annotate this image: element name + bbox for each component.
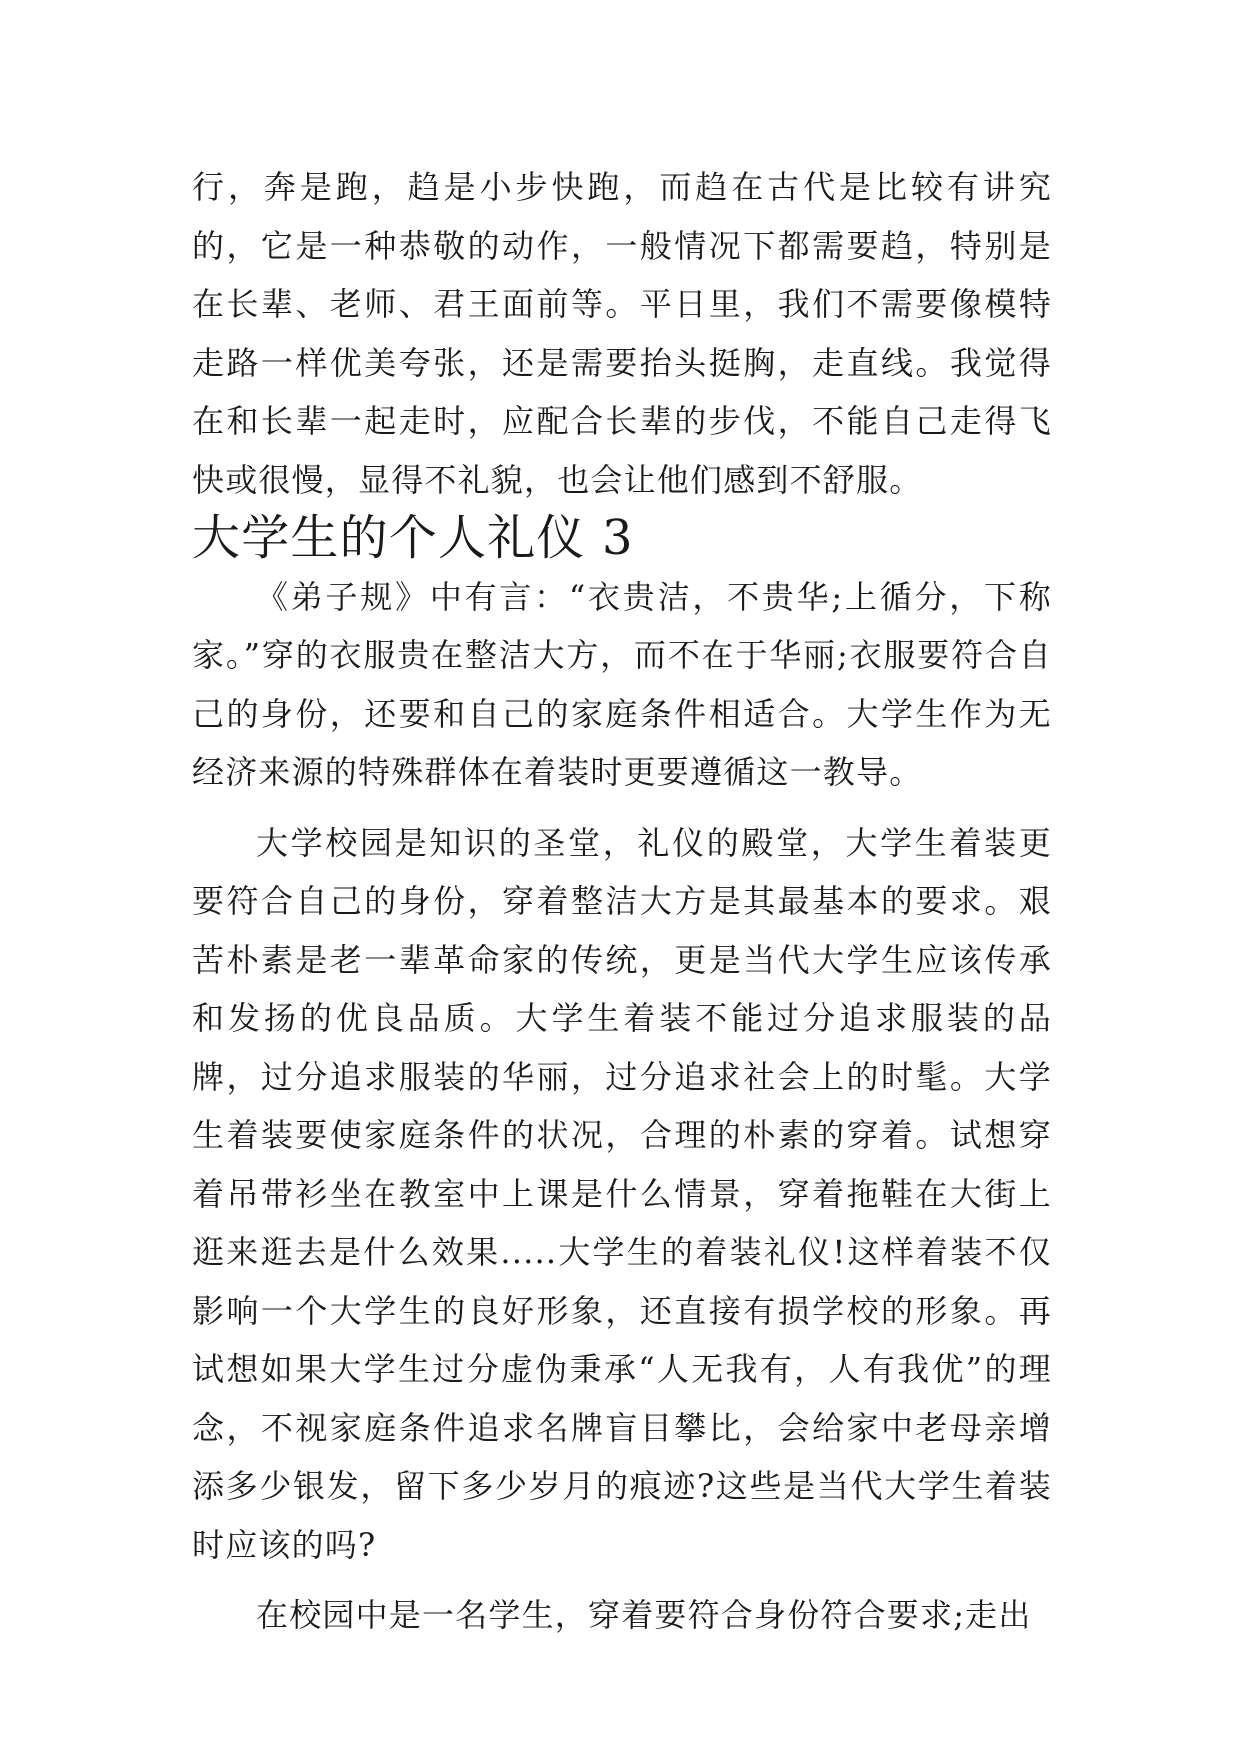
paragraph-continued: 行，奔是跑，趋是小步快跑，而趋在古代是比较有讲究的，它是一种恭敬的动作，一般情况下都需要趋，特别是在长辈、老师、君王面前等。平日里，我们不需要像模特走路一样优美夸张，还是需要抬头挺胸，走直线。我觉得在和长辈一起走时，应配合长辈的步伐，不能自己走得飞快或很慢，显得不礼貌，也会让他们感到不舒服。 — [192, 168, 1052, 499]
section-title: 大学生的个人礼仪 3 — [192, 510, 634, 566]
paragraph-campus-attire: 大学校园是知识的圣堂，礼仪的殿堂，大学生着装更要符合自己的身份，穿着整洁大方是其最基本的要求。艰苦朴素是老一辈革命家的传统，更是当代大学生应该传承和发扬的优良品质。大学生着装不能过分追求服装的品牌，过分追求服装的华丽，过分追求社会上的时髦。大学生着装要使家庭条件的状况，合理的朴素的穿着。试想穿着吊带衫坐在教室中上课是什么情景，穿着拖鞋在大街上逛来逛去是什么效果.....大学生的着装礼仪!这样着装不仅影响一个大学生的良好形象，还直接有损学校的形象。再试想如果大学生过分虚伪秉承“人无我有，人有我优”的理念，不视家庭条件追求名牌盲目攀比，会给家中老母亲增添多少银发，留下多少岁月的痕迹?这些是当代大学生着装时应该的吗? — [192, 823, 1052, 1564]
document-page — [192, 158, 1052, 1645]
paragraph-on-campus: 在校园中是一名学生，穿着要符合身份符合要求;走出 — [256, 1596, 1032, 1634]
paragraph-dizigui: 《弟子规》中有言：“衣贵洁，不贵华;上循分，下称家。”穿的衣服贵在整洁大方，而不在于华丽;衣服要符合自己的身份，还要和自己的家庭条件相适合。大学生作为无经济来源的特殊群体在着装时更要遵循这一教导。 — [192, 577, 1052, 791]
